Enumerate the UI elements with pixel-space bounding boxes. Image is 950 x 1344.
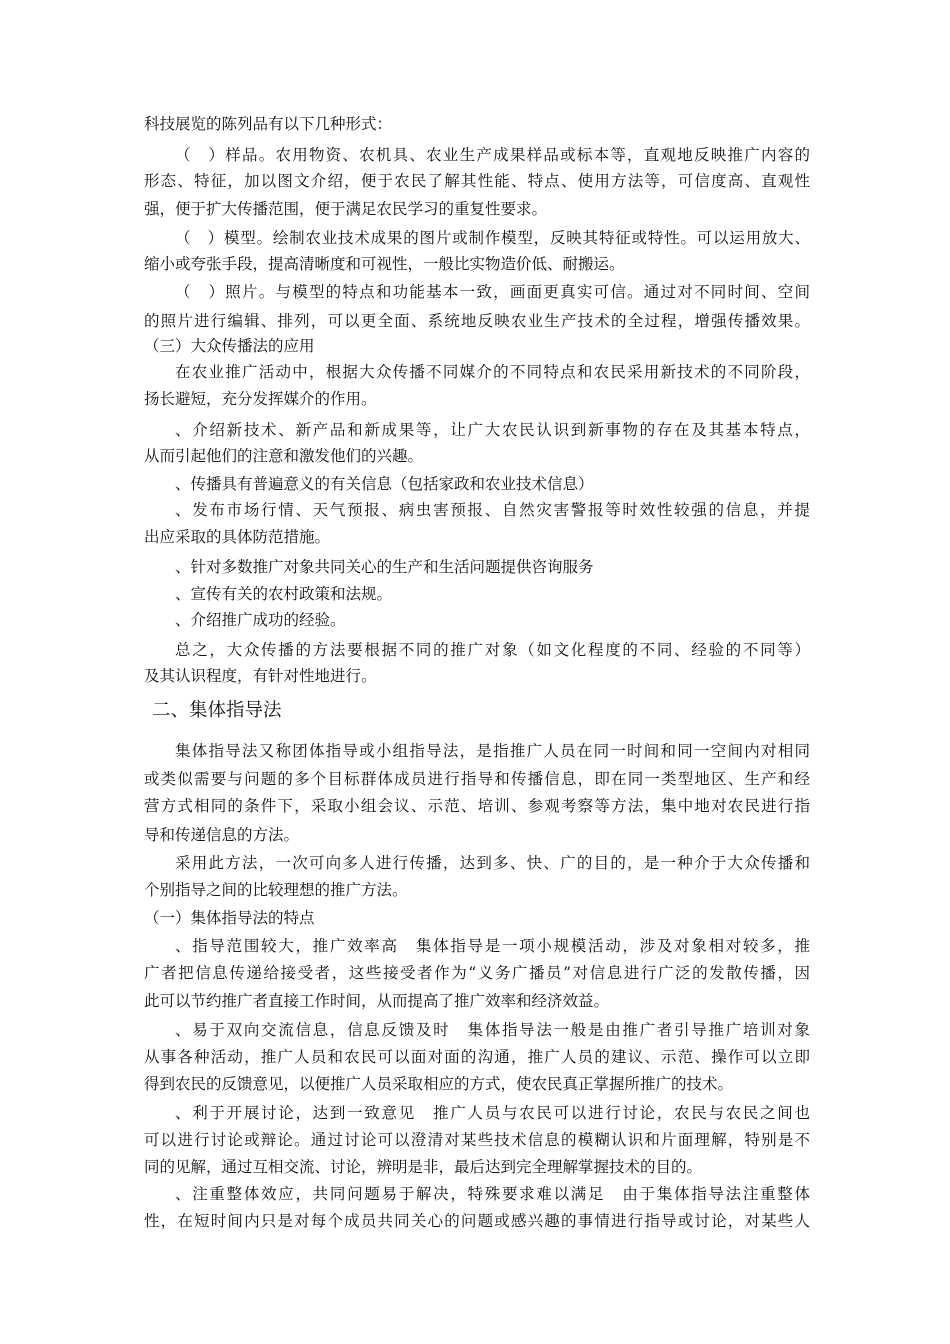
paragraph-line: 得到农民的反馈意见，以便推广人员采取相应的方式，使农民真正掌握所推广的技术。 bbox=[144, 1075, 734, 1093]
paragraph-line: 、指导范围较大，推广效率高 集体指导是一项小规模活动，涉及对象相对较多，推 bbox=[175, 937, 810, 955]
paragraph-line: 的照片进行编辑、排列，可以更全面、系统地反映农业生产技术的全过程，增强传播效果。 bbox=[144, 312, 810, 330]
paragraph-line: 营方式相同的条件下，采取小组会议、示范、培训、参观考察等方法，集中地对农民进行指 bbox=[144, 797, 810, 815]
paragraph-line: 导和传递信息的方法。 bbox=[144, 826, 300, 844]
paragraph-line: 同的见解，通过互相交流、讨论，辨明是非，最后达到完全理解掌握技术的目的。 bbox=[144, 1158, 703, 1176]
paragraph-line: 在农业推广活动中，根据大众传播不同媒介的不同特点和农民采用新技术的不同阶段， bbox=[175, 363, 810, 381]
paragraph-line: （ ）照片。与模型的特点和功能基本一致，画面更真实可信。通过对不同时间、空间 bbox=[175, 283, 810, 301]
paragraph-line: 采用此方法，一次可向多人进行传播，达到多、快、广的目的，是一种介于大众传播和 bbox=[175, 854, 810, 872]
paragraph-line: 从事各种活动，推广人员和农民可以面对面的沟通，推广人员的建议、示范、操作可以立即 bbox=[144, 1048, 810, 1066]
paragraph-line: 个别指导之间的比较理想的推广方法。 bbox=[144, 881, 408, 899]
paragraph-line: 可以进行讨论或辩论。通过讨论可以澄清对某些技术信息的模糊认识和片面理解，特别是不 bbox=[144, 1131, 810, 1149]
paragraph-line: 广者把信息传递给接受者，这些接受者作为“义务广播员”对信息进行广泛的发散传播，因 bbox=[144, 964, 810, 982]
paragraph-line: 、介绍推广成功的经验。 bbox=[175, 611, 346, 629]
paragraph-line: 集体指导法又称团体指导或小组指导法，是指推广人员在同一时间和同一空间内对相同 bbox=[175, 742, 810, 760]
paragraph-line: 、针对多数推广对象共同关心的生产和生活问题提供咨询服务 bbox=[175, 558, 594, 576]
paragraph-line: 强，便于扩大传播范围，便于满足农民学习的重复性要求。 bbox=[144, 200, 548, 218]
paragraph-line: 及其认识程度，有针对性地进行。 bbox=[144, 667, 377, 685]
paragraph-line: 、发布市场行情、天气预报、病虫害预报、自然灾害警报等时效性较强的信息，并提 bbox=[175, 501, 810, 519]
paragraph-line: 、介绍新技术、新产品和新成果等，让广大农民认识到新事物的存在及其基本特点， bbox=[175, 421, 810, 439]
paragraph-line: （三）大众传播法的应用 bbox=[144, 337, 315, 355]
paragraph-line: 、传播具有普遍意义的有关信息（包括家政和农业技术信息） bbox=[175, 475, 594, 493]
paragraph-line: 或类似需要与问题的多个目标群体成员进行指导和传播信息，即在同一类型地区、生产和经 bbox=[144, 770, 810, 788]
paragraph-line: 从而引起他们的注意和激发他们的兴趣。 bbox=[144, 447, 424, 465]
section-heading: 二、集体指导法 bbox=[152, 700, 282, 721]
paragraph-line: 扬长避短，充分发挥媒介的作用。 bbox=[144, 390, 377, 408]
paragraph-line: 、宣传有关的农村政策和法规。 bbox=[175, 585, 393, 603]
paragraph-line: 出应采取的具体防范措施。 bbox=[144, 528, 331, 546]
paragraph-line: 此可以节约推广者直接工作时间，从而提高了推广效率和经济效益。 bbox=[144, 992, 610, 1010]
paragraph-line: （ ）样品。农用物资、农机具、农业生产成果样品或标本等，直观地反映推广内容的 bbox=[175, 146, 810, 164]
paragraph-line: 科技展览的陈列品有以下几种形式： bbox=[144, 115, 393, 133]
paragraph-line: 、注重整体效应，共同问题易于解决，特殊要求难以满足 由于集体指导法注重整体 bbox=[175, 1185, 810, 1203]
paragraph-line: 总之，大众传播的方法要根据不同的推广对象（如文化程度的不同、经验的不同等） bbox=[175, 641, 810, 659]
paragraph-line: 缩小或夸张手段，提高清晰度和可视性，一般比实物造价低、耐搬运。 bbox=[144, 255, 625, 273]
paragraph-line: 形态、特征，加以图文介绍，便于农民了解其性能、特点、使用方法等，可信度高、直观性 bbox=[144, 172, 810, 190]
paragraph-line: 、利于开展讨论，达到一致意见 推广人员与农民可以进行讨论，农民与农民之间也 bbox=[175, 1104, 810, 1122]
paragraph-line: 、易于双向交流信息，信息反馈及时 集体指导法一般是由推广者引导推广培训对象 bbox=[175, 1021, 810, 1039]
paragraph-line: 性，在短时间内只是对每个成员共同关心的问题或感兴趣的事情进行指导或讨论，对某些人 bbox=[144, 1212, 810, 1230]
paragraph-line: （ ）模型。绘制农业技术成果的图片或制作模型，反映其特征或特性。可以运用放大、 bbox=[175, 229, 810, 247]
paragraph-line: （一）集体指导法的特点 bbox=[144, 909, 315, 927]
